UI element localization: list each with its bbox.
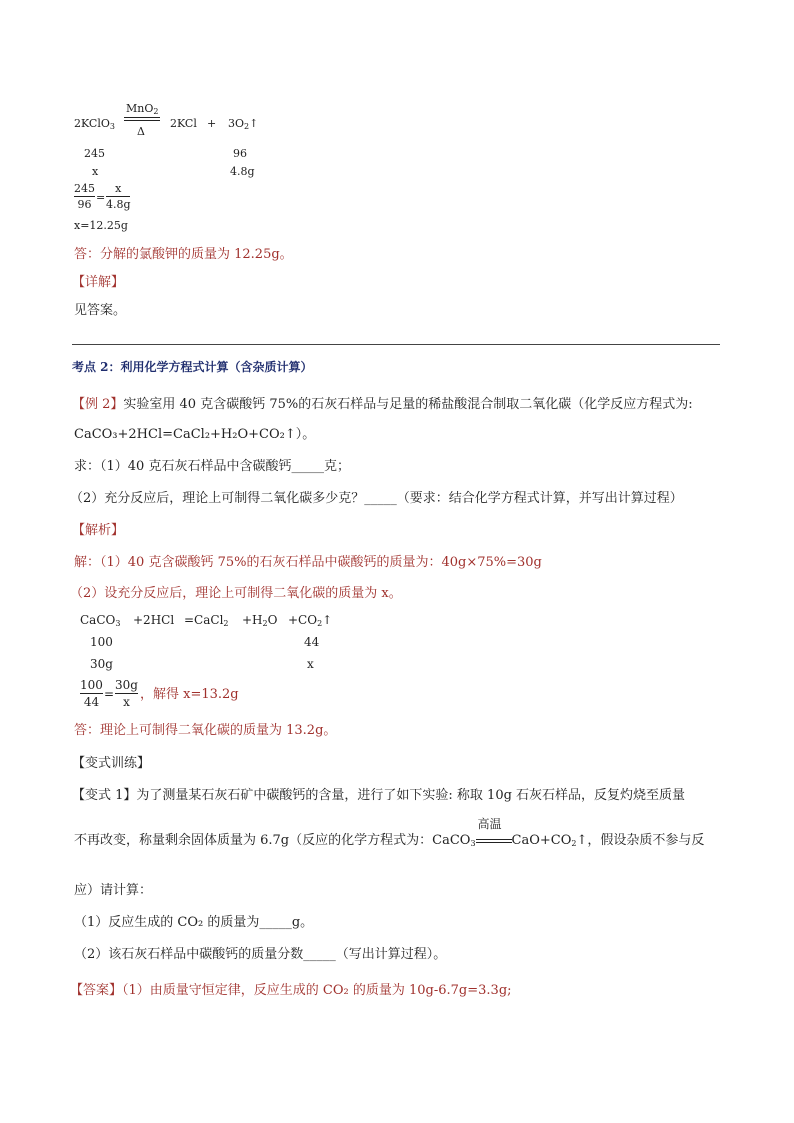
equation-plus: + xyxy=(207,117,217,130)
ratio-right: x 4.8g xyxy=(106,182,131,211)
variant-label: 【变式 1】 xyxy=(72,788,137,803)
example-2-line-1: 【例 2】实验室用 40 克含碳酸钙 75%的石灰石样品与足量的稀盐酸混合制取二氧化碳（化学反应方程式为: xyxy=(72,397,693,412)
equation-2-cacl2: =CaCl$_2$ xyxy=(184,613,229,628)
mass-caco3: 30g xyxy=(90,657,113,671)
molar-mass-o2: 96 xyxy=(233,147,247,160)
variant-question-2: （2）该石灰石样品中碳酸钙的质量分数_____（写出计算过程）。 xyxy=(74,947,447,962)
given-mass: 4.8g xyxy=(230,165,255,178)
variant-line-1: 【变式 1】为了测量某石灰石矿中碳酸钙的含量，进行了如下实验: 称取 10g 石灰石样品，反复灼烧至质量 xyxy=(72,788,686,803)
ratio-2-equals: = xyxy=(104,687,115,701)
variant-answer: 【答案】（1）由质量守恒定律，反应生成的 CO₂ 的质量为 10g-6.7g=3.3g; xyxy=(70,983,512,998)
equation-2-caco3: CaCO$_3$ xyxy=(80,613,121,628)
question-2: （2）充分反应后，理论上可制得二氧化碳多少克？_____（要求：结合化学方程式计算，并写出计算过程） xyxy=(70,491,683,506)
answer-2: 答：理论上可制得二氧化碳的质量为 13.2g。 xyxy=(74,723,337,738)
variant-question-1: （1）反应生成的 CO₂ 的质量为_____g。 xyxy=(74,915,314,930)
question-1: 求：（1）40 克石灰石样品中含碳酸钙_____克； xyxy=(74,459,350,474)
equation-double-bar-2 xyxy=(124,120,160,121)
mass-co2-x: x xyxy=(307,657,314,671)
equation-heat-symbol: Δ xyxy=(137,125,145,138)
ratio-2-left: 100 44 xyxy=(80,678,103,709)
detail-text: 见答案。 xyxy=(74,303,127,318)
equation-catalyst: MnO$_2$ xyxy=(126,102,159,116)
variant-heading: 【变式训练】 xyxy=(72,756,151,771)
equation-reactant: 2KClO$_3$ xyxy=(74,117,115,131)
equation-2-co2: $+CO_2↑$ xyxy=(288,613,333,628)
ratio-2-right: 30g x xyxy=(115,678,138,709)
analysis-label: 【解析】 xyxy=(72,523,125,538)
equation-2-hcl: +2HCl xyxy=(133,613,175,627)
result-x: x=12.25g xyxy=(74,219,128,232)
molar-mass-co2: 44 xyxy=(304,635,320,649)
variant-line-2: 不再改变，称量剩余固体质量为 6.7g（反应的化学方程式为：CaCO$_3$ 高温 $CaO+CO_2↑$，假设杂质不参与反 xyxy=(74,816,705,848)
high-temp-condition: 高温 xyxy=(476,836,512,846)
equation-product-o2: $3O_2↑$ xyxy=(228,117,259,131)
equation-product-kcl: 2KCl xyxy=(170,117,197,130)
answer-label: 【答案】 xyxy=(70,983,123,998)
equation-double-bar xyxy=(124,117,160,118)
solution-1: 解：（1）40 克含碳酸钙 75%的石灰石样品中碳酸钙的质量为：40g×75%=30g xyxy=(74,555,542,570)
molar-mass-caco3: 100 xyxy=(90,635,113,649)
gas-arrow-icon: ↑ xyxy=(322,613,333,627)
gas-arrow-icon: ↑ xyxy=(249,117,259,130)
molar-mass-kclo3: 245 xyxy=(84,147,105,160)
ratio-left: 245 96 xyxy=(74,182,95,211)
section-title: 考点 2：利用化学方程式计算（含杂质计算） xyxy=(72,360,313,374)
example-label: 【例 2】 xyxy=(72,397,124,412)
ratio-2-result: ，解得 x=13.2g xyxy=(140,687,239,702)
detail-label: 【详解】 xyxy=(72,275,125,290)
ratio-equals: = xyxy=(96,191,106,204)
solution-2: （2）设充分反应后，理论上可制得二氧化碳的质量为 x。 xyxy=(70,586,402,601)
equation-2-h2o: $+H_2O$ xyxy=(242,613,278,628)
answer-1: 答：分解的氯酸钾的质量为 12.25g。 xyxy=(74,247,293,262)
variant-line-3: 应）请计算： xyxy=(74,883,153,898)
section-divider xyxy=(72,344,720,345)
unknown-x: x xyxy=(92,165,99,178)
example-2-line-2: CaCO₃+2HCl=CaCl₂+H₂O+CO₂↑）。 xyxy=(74,427,316,442)
